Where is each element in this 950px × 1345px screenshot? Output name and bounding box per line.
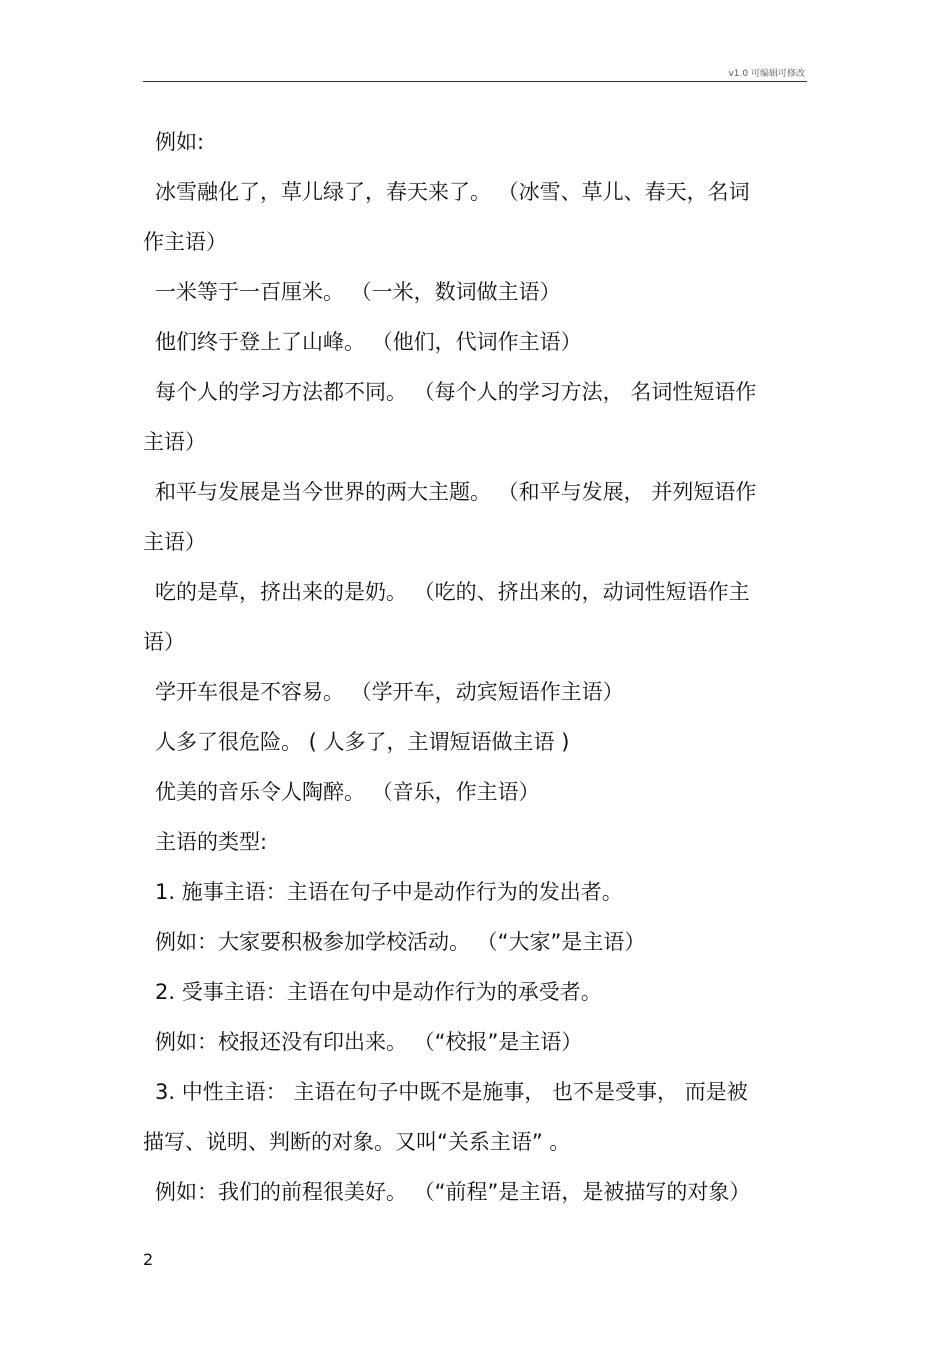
text-line: 例如：校报还没有印出来。 （“校报”是主语） [155, 1030, 583, 1054]
text-line: 人多了很危险。 ( 人多了，主谓短语做主语 ) [155, 730, 570, 754]
text-line: 描写、说明、判断的对象。又叫“关系主语” 。 [143, 1130, 571, 1154]
text-line: 例如：大家要积极参加学校活动。 （“大家”是主语） [155, 930, 646, 954]
text-line: 主语） [143, 530, 206, 554]
text-line: 每个人的学习方法都不同。 （每个人的学习方法， 名词性短语作 [155, 380, 757, 404]
text-line: 学开车很是不容易。 （学开车，动宾短语作主语） [155, 680, 624, 704]
document-body [143, 122, 807, 1222]
text-line: 例如: [155, 130, 205, 154]
text-line: 2. 受事主语：主语在句中是动作行为的承受者。 [155, 980, 602, 1004]
text-line: 他们终于登上了山峰。 （他们，代词作主语） [155, 330, 582, 354]
text-line: 和平与发展是当今世界的两大主题。 （和平与发展， 并列短语作 [155, 480, 757, 504]
text-line: 例如：我们的前程很美好。 （“前程”是主语，是被描写的对象） [155, 1180, 751, 1204]
text-line: 3. 中性主语： 主语在句子中既不是施事， 也不是受事， 而是被 [155, 1080, 748, 1104]
page-number: 2 [143, 1250, 154, 1269]
text-line: 主语的类型: [155, 830, 268, 854]
text-line: 冰雪融化了，草儿绿了，春天来了。 （冰雪、草儿、春天，名词 [155, 180, 750, 204]
text-line: 吃的是草，挤出来的是奶。 （吃的、挤出来的，动词性短语作主 [155, 580, 750, 604]
text-line: 优美的音乐令人陶醉。 （音乐，作主语） [155, 780, 540, 804]
header-note: v1.0 可编辑可修改 [728, 69, 805, 79]
text-line: 一米等于一百厘米。 （一米，数词做主语） [155, 280, 561, 304]
text-line: 1. 施事主语：主语在句子中是动作行为的发出者。 [155, 880, 623, 904]
text-line: 主语） [143, 430, 206, 454]
header-rule [143, 81, 807, 82]
text-line: 作主语） [143, 230, 227, 254]
text-line: 语） [143, 630, 185, 654]
